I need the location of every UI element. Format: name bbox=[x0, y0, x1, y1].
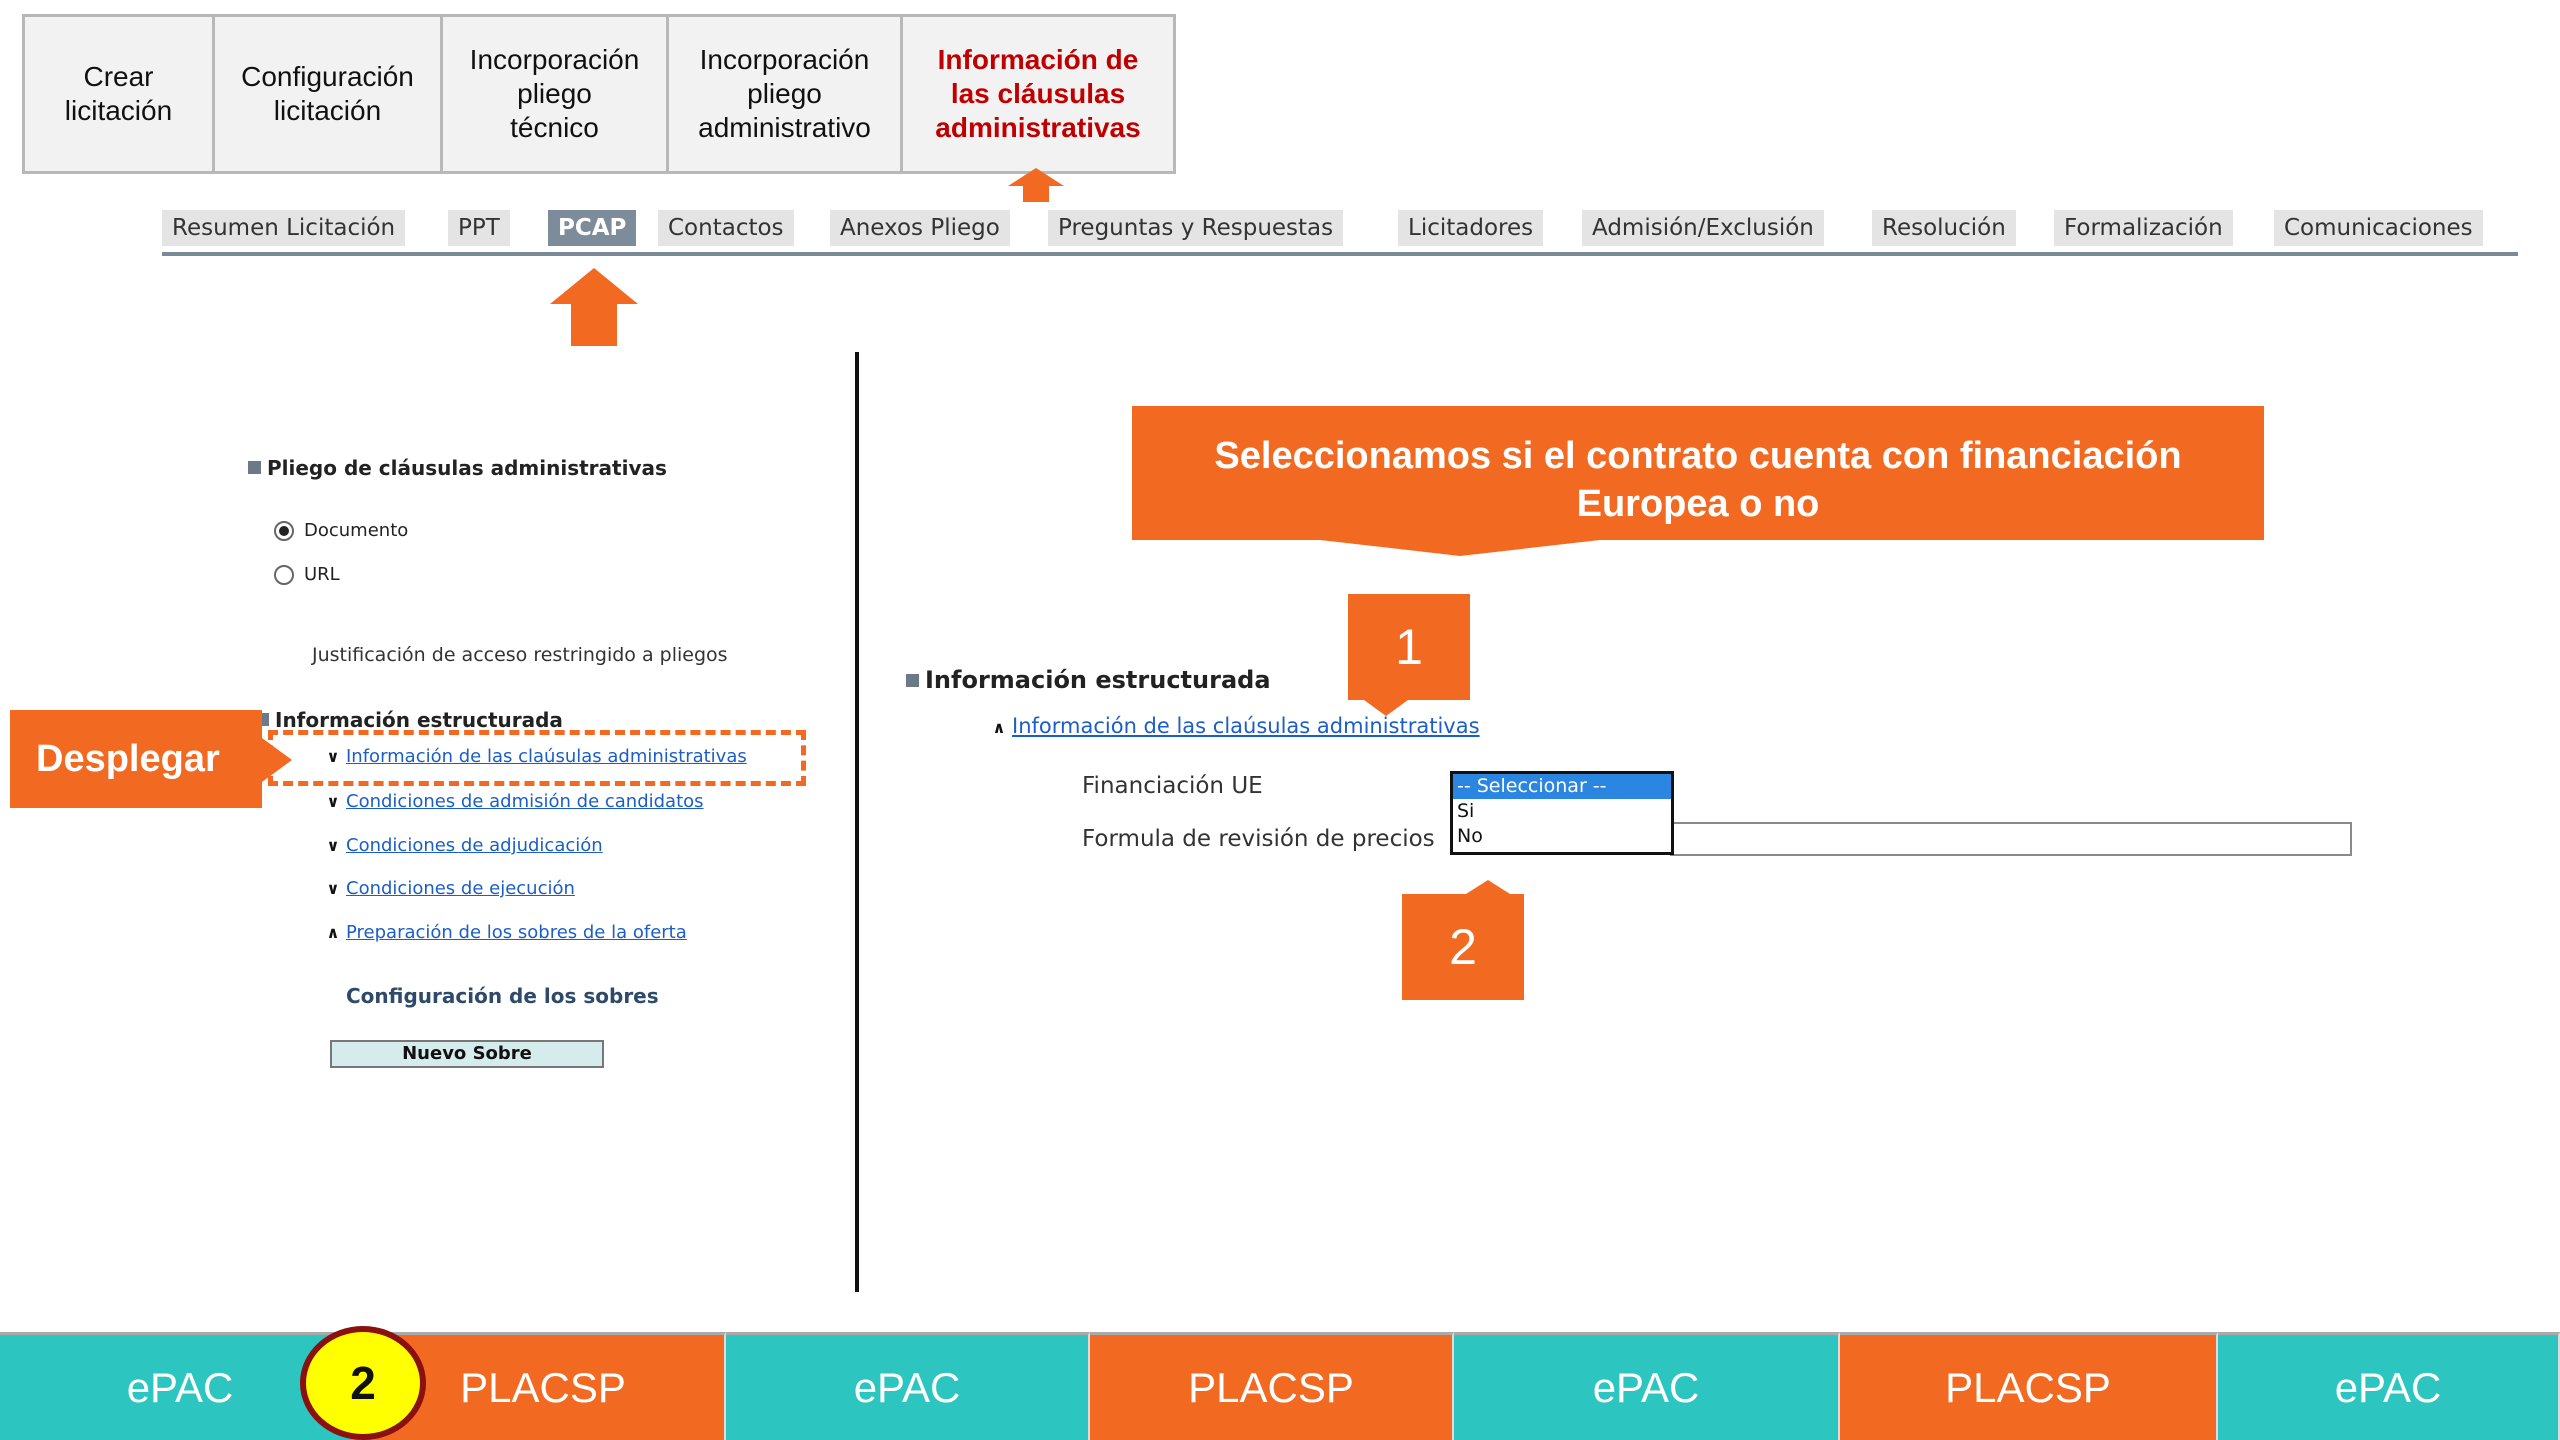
step-arrow-icon bbox=[1008, 168, 1064, 202]
chevron-down-icon: ∨ bbox=[326, 792, 340, 811]
workflow-segment-epac: ePAC bbox=[726, 1332, 1090, 1440]
chevron-down-icon: ∨ bbox=[326, 879, 340, 898]
tab-contactos[interactable]: Contactos bbox=[658, 210, 794, 246]
tab-pcap[interactable]: PCAP bbox=[548, 210, 636, 246]
tab-formalizacion[interactable]: Formalización bbox=[2054, 210, 2233, 246]
step-number-badge: 2 bbox=[300, 1326, 426, 1440]
callout-pointer-icon bbox=[262, 738, 292, 782]
radio-documento-label: Documento bbox=[304, 520, 409, 541]
workflow-segment-epac: ePAC bbox=[2218, 1332, 2560, 1440]
workflow-segment-placsp: PLACSP bbox=[1090, 1332, 1454, 1440]
step-crear-licitacion[interactable]: Crear licitación bbox=[25, 17, 215, 171]
formula-revision-input[interactable] bbox=[1670, 822, 2352, 856]
radio-checked-icon[interactable] bbox=[274, 521, 294, 541]
callout-desplegar: Desplegar bbox=[10, 710, 262, 808]
select-option-seleccionar[interactable]: -- Seleccionar -- bbox=[1453, 774, 1671, 799]
chevron-up-icon: ∧ bbox=[992, 718, 1006, 737]
tab-comunicaciones[interactable]: Comunicaciones bbox=[2274, 210, 2483, 246]
tab-bar bbox=[162, 204, 2518, 256]
radio-url-label: URL bbox=[304, 564, 340, 585]
callout-pointer-icon bbox=[1466, 880, 1510, 894]
step-informacion-clausulas[interactable]: Información de las cláusulas administrativas bbox=[935, 44, 1141, 143]
select-option-si[interactable]: Si bbox=[1457, 800, 1475, 822]
nuevo-sobre-button[interactable]: Nuevo Sobre bbox=[330, 1040, 604, 1068]
radio-documento[interactable] bbox=[274, 520, 408, 541]
config-sobres-title: Configuración de los sobres bbox=[346, 984, 659, 1008]
tab-arrow-icon bbox=[550, 268, 638, 346]
workflow-segment-placsp: PLACSP bbox=[362, 1332, 726, 1440]
right-section-title-info-estructurada: Información estructurada bbox=[906, 666, 1271, 694]
radio-unchecked-icon[interactable] bbox=[274, 565, 294, 585]
workflow-segment-placsp: PLACSP bbox=[1840, 1332, 2218, 1440]
link-informacion-clausulas[interactable]: ∨ Información de las claúsulas administrativas bbox=[324, 746, 747, 767]
callout-number-2: 2 bbox=[1402, 894, 1524, 1000]
link-condiciones-admision[interactable]: ∨ Condiciones de admisión de candidatos bbox=[324, 791, 704, 812]
right-link-informacion-clausulas[interactable]: ∧ Información de las claúsulas administrativas bbox=[990, 714, 1480, 738]
banner-pointer-icon bbox=[1320, 540, 1600, 556]
tab-resumen-licitacion[interactable]: Resumen Licitación bbox=[162, 210, 405, 246]
step-incorporacion-pliego-tecnico[interactable]: Incorporación pliego técnico bbox=[443, 17, 669, 171]
callout-banner: Seleccionamos si el contrato cuenta con financiación Europea o no bbox=[1132, 406, 2264, 540]
financiacion-ue-select[interactable] bbox=[1450, 771, 1674, 855]
section-title-info-estructurada: Información estructurada bbox=[256, 708, 563, 732]
tab-licitadores[interactable]: Licitadores bbox=[1398, 210, 1543, 246]
tab-preguntas-respuestas[interactable]: Preguntas y Respuestas bbox=[1048, 210, 1343, 246]
panel-divider bbox=[855, 352, 859, 1292]
tab-resolucion[interactable]: Resolución bbox=[1872, 210, 2016, 246]
workflow-segment-epac: ePAC bbox=[0, 1332, 362, 1440]
step-configuracion-licitacion[interactable]: Configuración licitación bbox=[215, 17, 443, 171]
highlight-dashed-box bbox=[268, 730, 806, 786]
chevron-down-icon: ∨ bbox=[326, 836, 340, 855]
link-condiciones-ejecucion[interactable]: ∨ Condiciones de ejecución bbox=[324, 878, 575, 899]
select-option-no[interactable]: No bbox=[1457, 825, 1483, 847]
chevron-up-icon: ∧ bbox=[326, 923, 340, 942]
link-preparacion-sobres[interactable]: ∧ Preparación de los sobres de la oferta bbox=[324, 922, 687, 943]
section-title-pliego: Pliego de cláusulas administrativas bbox=[248, 456, 667, 480]
tab-ppt[interactable]: PPT bbox=[448, 210, 510, 246]
radio-url[interactable] bbox=[274, 564, 340, 585]
step-indicator bbox=[22, 14, 1176, 174]
workflow-segment-epac: ePAC bbox=[1454, 1332, 1840, 1440]
chevron-down-icon: ∨ bbox=[326, 747, 340, 766]
financiacion-ue-label: Financiación UE bbox=[1082, 773, 1263, 799]
tab-anexos-pliego[interactable]: Anexos Pliego bbox=[830, 210, 1010, 246]
callout-number-1: 1 bbox=[1348, 594, 1470, 700]
tab-admision-exclusion[interactable]: Admisión/Exclusión bbox=[1582, 210, 1824, 246]
justificacion-label: Justificación de acceso restringido a pliegos bbox=[312, 644, 728, 666]
link-condiciones-adjudicacion[interactable]: ∨ Condiciones de adjudicación bbox=[324, 835, 603, 856]
step-incorporacion-pliego-administrativo[interactable]: Incorporación pliego administrativo bbox=[669, 17, 903, 171]
formula-revision-label: Formula de revisión de precios bbox=[1082, 826, 1435, 852]
